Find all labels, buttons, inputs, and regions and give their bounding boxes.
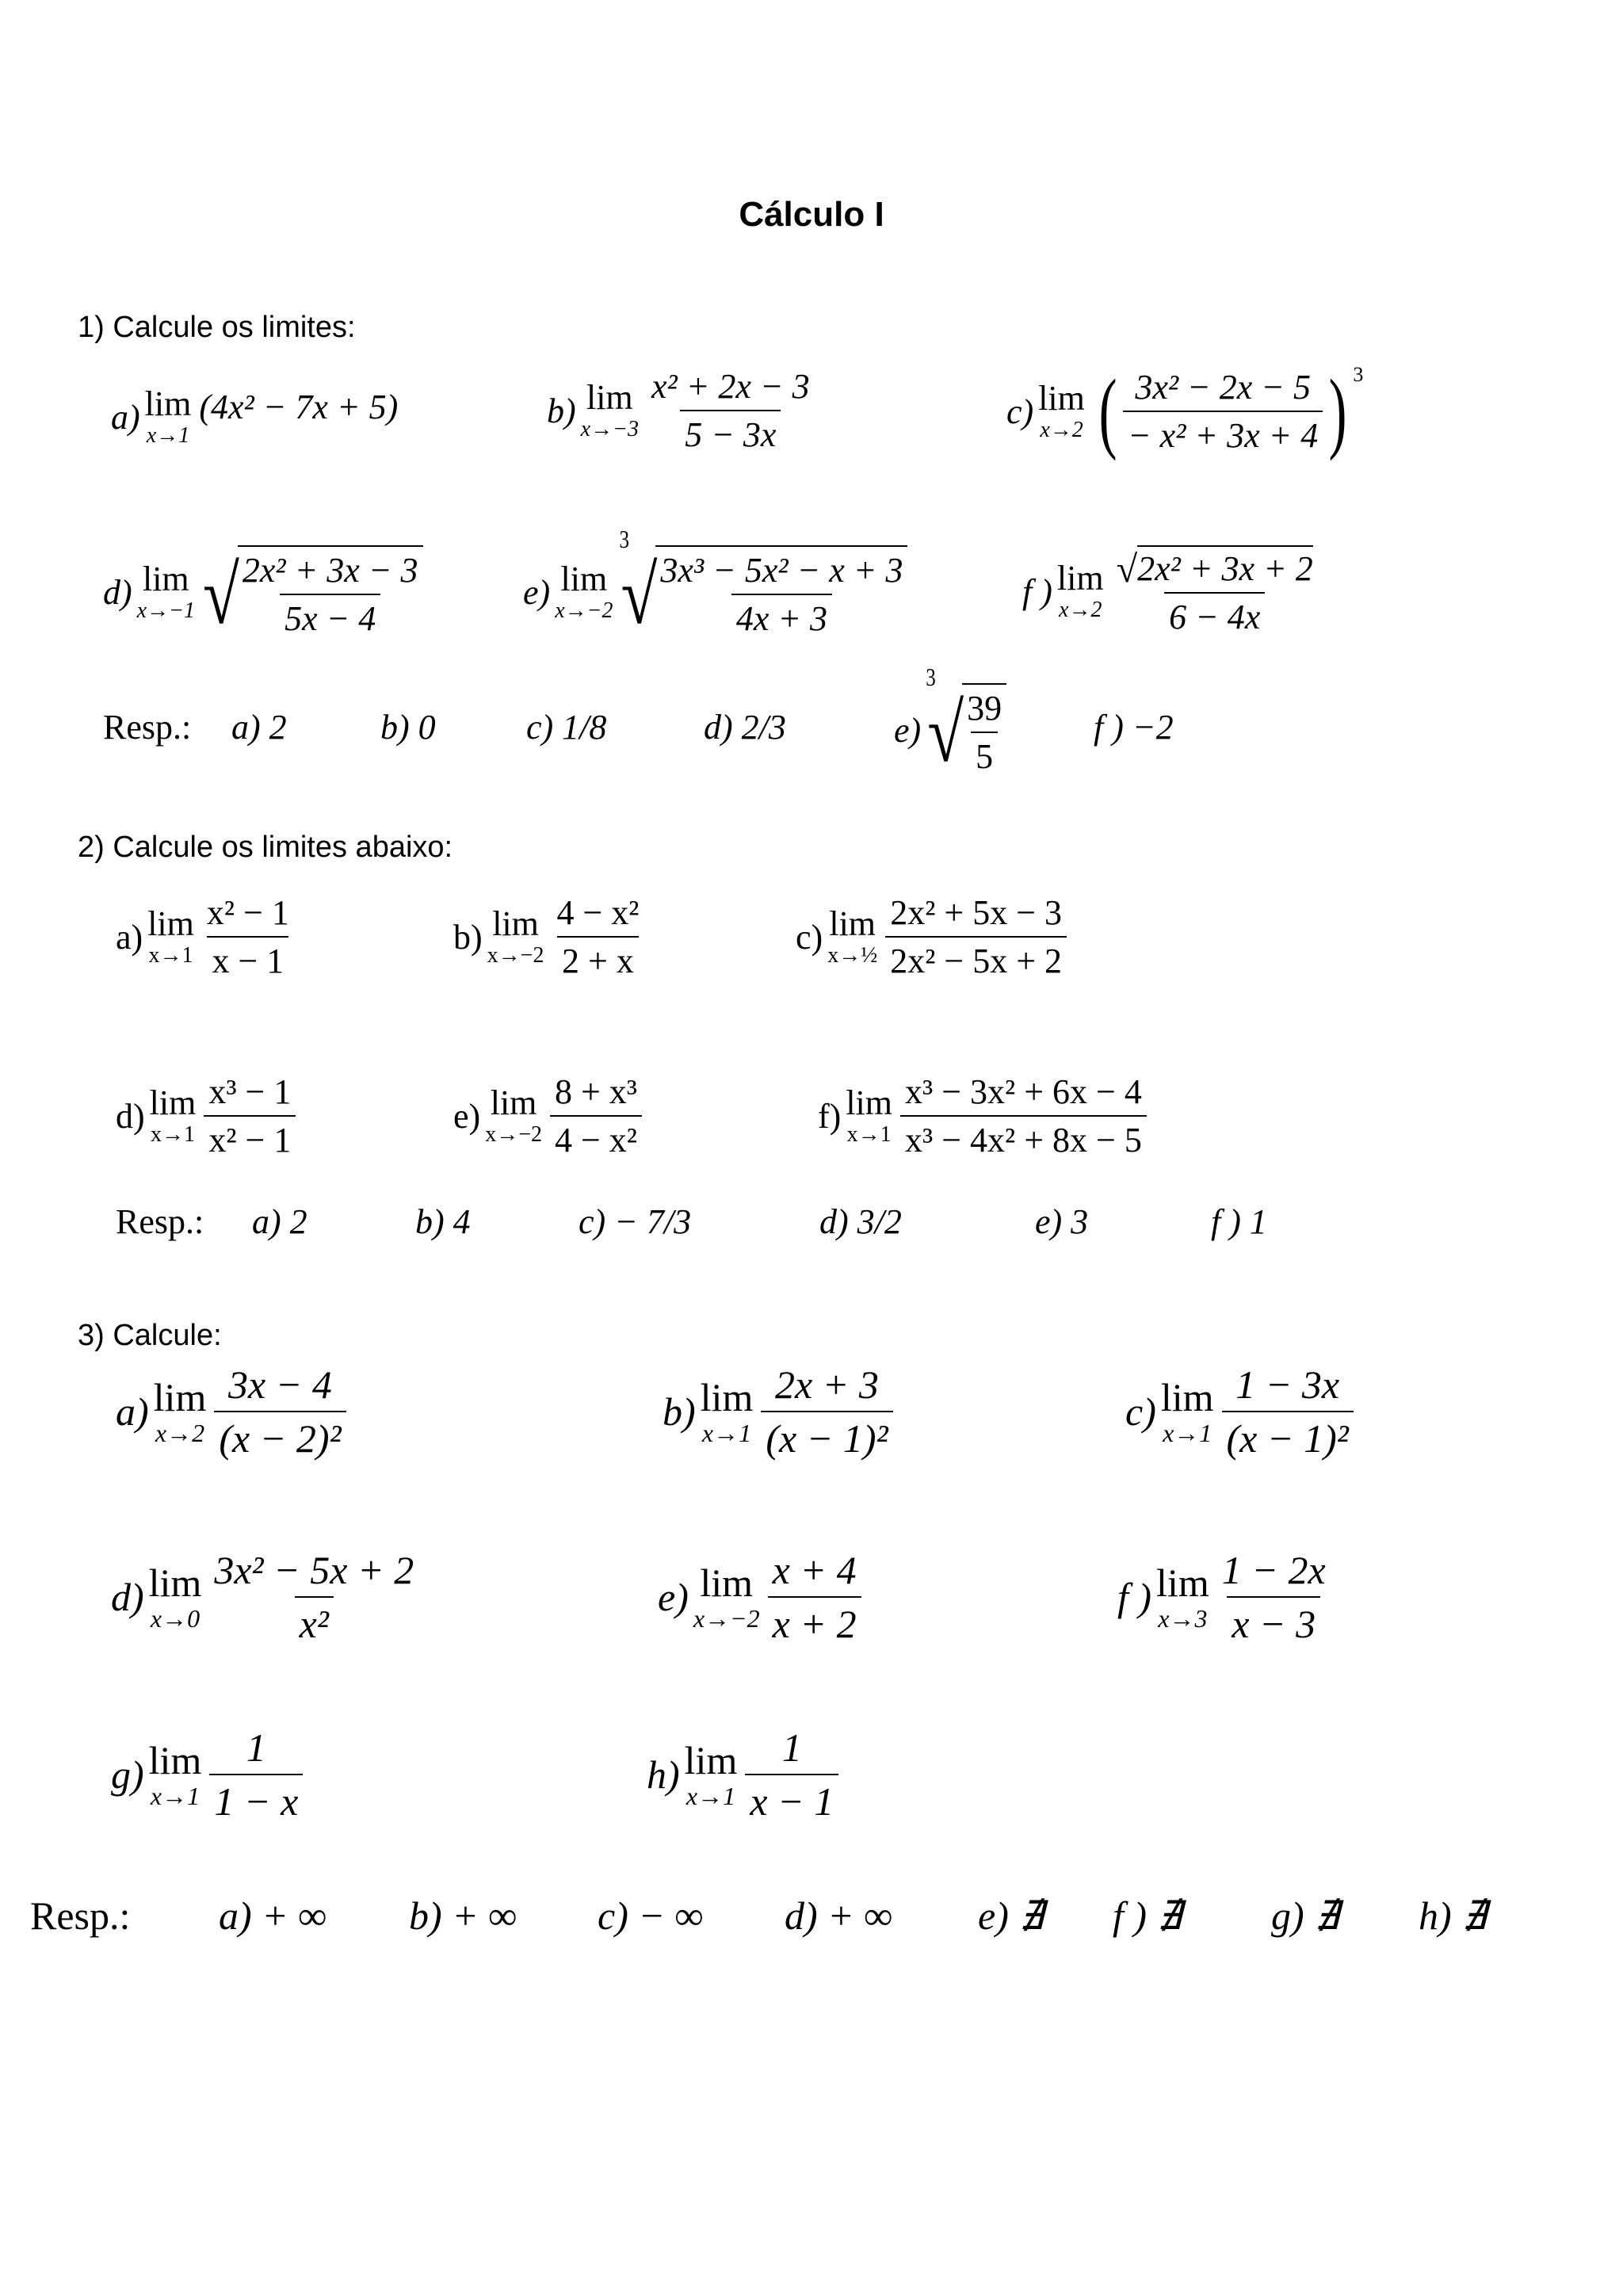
limit-operator bbox=[701, 1377, 754, 1446]
limit-subscript: x→1 bbox=[701, 1419, 752, 1447]
numerator: 1 bbox=[781, 1725, 802, 1770]
problem-2e bbox=[453, 1072, 642, 1160]
page-title: Cálculo I bbox=[739, 195, 884, 234]
problem-1a bbox=[111, 384, 399, 448]
problem-2b bbox=[453, 892, 643, 981]
denominator: x − 3 bbox=[1227, 1596, 1320, 1647]
limit-subscript: x→−1 bbox=[136, 598, 195, 623]
problem-3b bbox=[663, 1362, 893, 1461]
answer-3h: h) ∄ bbox=[1419, 1893, 1487, 1938]
fraction bbox=[209, 1547, 418, 1647]
denominator: x² − 1 bbox=[204, 1115, 296, 1160]
problem-3c bbox=[1125, 1362, 1354, 1461]
answer-1b: b) 0 bbox=[380, 708, 436, 747]
section-1-heading: 1) Calcule os limites: bbox=[78, 311, 356, 344]
limit-subscript: x→1 bbox=[146, 423, 190, 448]
problem-2c bbox=[796, 892, 1067, 981]
problem-2a bbox=[116, 892, 294, 981]
answers-label: Resp.: bbox=[30, 1893, 131, 1938]
problem-3g bbox=[111, 1725, 303, 1824]
numerator: 3x³ − 5x² − x + 3 bbox=[660, 551, 903, 590]
denominator: (x − 2)² bbox=[214, 1411, 346, 1461]
answer-2f: f ) 1 bbox=[1211, 1202, 1267, 1241]
answer-3e: e) ∄ bbox=[978, 1893, 1044, 1938]
lim-text: lim bbox=[846, 1083, 892, 1122]
denominator: 5 bbox=[971, 732, 998, 777]
limit-operator bbox=[693, 1563, 760, 1631]
limit-operator bbox=[685, 1740, 738, 1809]
denominator: (x − 1)² bbox=[1222, 1411, 1354, 1461]
problem-label: f ) bbox=[1117, 1575, 1152, 1619]
limit-subscript: x→−2 bbox=[485, 1122, 542, 1147]
fraction bbox=[647, 366, 815, 455]
answers-label: Resp.: bbox=[116, 1202, 204, 1241]
fraction bbox=[885, 892, 1067, 981]
problem-label: c) bbox=[1006, 392, 1034, 431]
section-2-heading: 2) Calcule os limites abaixo: bbox=[78, 831, 453, 864]
limit-subscript: x→½ bbox=[827, 943, 878, 968]
problem-1c bbox=[1006, 361, 1364, 461]
limit-operator bbox=[149, 1563, 202, 1631]
fraction bbox=[900, 1072, 1147, 1160]
denominator: 2 + x bbox=[557, 936, 639, 981]
problem-label: f ) bbox=[1022, 571, 1052, 611]
limit-operator bbox=[154, 1377, 207, 1446]
answer-3f: f ) ∄ bbox=[1113, 1893, 1182, 1938]
numerator: 2x + 3 bbox=[774, 1362, 879, 1407]
limit-operator bbox=[581, 380, 639, 441]
limit-operator bbox=[555, 562, 613, 622]
numerator: x³ − 3x² + 6x − 4 bbox=[905, 1072, 1142, 1111]
problem-label: a) bbox=[116, 1389, 149, 1434]
limit-operator bbox=[1156, 1563, 1209, 1631]
denominator: x + 2 bbox=[768, 1596, 861, 1647]
square-root bbox=[202, 545, 423, 643]
answer-1d: d) 2/3 bbox=[704, 708, 786, 747]
limit-subscript: x→2 bbox=[155, 1419, 205, 1447]
denominator: 6 − 4x bbox=[1164, 592, 1265, 637]
limit-operator bbox=[846, 1083, 892, 1147]
fraction bbox=[1123, 367, 1323, 456]
problem-label: e) bbox=[658, 1575, 689, 1619]
answers-1 bbox=[103, 707, 191, 747]
answer-2a: a) 2 bbox=[252, 1202, 307, 1241]
answer-3g: g) ∄ bbox=[1271, 1893, 1339, 1938]
limit-subscript: x→1 bbox=[846, 1122, 892, 1147]
problem-label: b) bbox=[547, 391, 576, 430]
lim-text: lim bbox=[147, 904, 194, 943]
limit-subscript: x→1 bbox=[150, 1782, 200, 1810]
cube-root bbox=[619, 526, 908, 643]
denominator: x − 1 bbox=[745, 1774, 838, 1824]
lim-text: lim bbox=[144, 384, 192, 423]
numerator: 2x² + 3x + 2 bbox=[1137, 545, 1313, 589]
radical-sign: √ bbox=[1116, 548, 1138, 590]
problem-label: g) bbox=[111, 1752, 144, 1797]
fraction bbox=[214, 1362, 346, 1461]
answer-1c: c) 1/8 bbox=[526, 708, 607, 747]
answer-1f: f ) −2 bbox=[1094, 708, 1174, 747]
problem-1e bbox=[523, 526, 907, 643]
numerator: 2x² + 5x − 3 bbox=[890, 893, 1063, 932]
exponent: 3 bbox=[1353, 363, 1364, 386]
limit-subscript: x→−2 bbox=[487, 943, 544, 968]
limit-operator bbox=[149, 1083, 197, 1147]
limit-subscript: x→−3 bbox=[580, 417, 639, 441]
limit-subscript: x→−2 bbox=[555, 598, 613, 623]
lim-text: lim bbox=[148, 1738, 202, 1782]
lim-text: lim bbox=[492, 904, 539, 943]
cube-root bbox=[926, 664, 1006, 781]
lim-text: lim bbox=[1160, 1375, 1214, 1419]
answer-2c: c) − 7/3 bbox=[579, 1202, 692, 1241]
denominator: 2x² − 5x + 2 bbox=[885, 936, 1067, 981]
fraction bbox=[745, 1725, 838, 1824]
denominator: 4 − x² bbox=[550, 1115, 642, 1160]
limit-operator bbox=[1057, 561, 1104, 621]
problem-2d bbox=[116, 1072, 296, 1160]
numerator: 1 − 3x bbox=[1235, 1362, 1340, 1407]
answer-1e bbox=[894, 664, 1006, 781]
numerator: x³ − 1 bbox=[208, 1072, 292, 1111]
radical-sign: √ bbox=[202, 551, 239, 643]
limit-subscript: x→2 bbox=[1040, 418, 1083, 443]
problem-label: h) bbox=[647, 1752, 680, 1797]
fraction bbox=[552, 892, 643, 981]
fraction bbox=[204, 1072, 296, 1160]
answer-3c: c) − ∞ bbox=[598, 1893, 704, 1938]
problem-3f bbox=[1117, 1547, 1331, 1647]
problem-3e bbox=[658, 1547, 861, 1647]
answer-3a: a) + ∞ bbox=[219, 1893, 327, 1938]
problem-label: a) bbox=[116, 917, 143, 957]
problem-1f bbox=[1022, 545, 1318, 637]
problem-label: e) bbox=[523, 572, 551, 612]
numerator: 4 − x² bbox=[556, 893, 640, 932]
lim-text: lim bbox=[148, 1561, 202, 1605]
limit-subscript: x→1 bbox=[151, 1122, 195, 1147]
fraction bbox=[761, 1362, 892, 1461]
numerator: x² + 2x − 3 bbox=[651, 367, 810, 406]
numerator: x + 4 bbox=[772, 1548, 857, 1592]
answer-label: e) bbox=[894, 710, 922, 750]
answer-2b: b) 4 bbox=[415, 1202, 471, 1241]
limit-operator bbox=[487, 904, 544, 968]
denominator: x − 1 bbox=[207, 936, 288, 981]
problem-label: a) bbox=[111, 397, 140, 437]
answer-2e: e) 3 bbox=[1035, 1202, 1089, 1241]
answer-3b: b) + ∞ bbox=[409, 1893, 517, 1938]
numerator: 3x² − 2x − 5 bbox=[1135, 368, 1311, 407]
limit-subscript: x→3 bbox=[1158, 1604, 1208, 1633]
left-paren: ( bbox=[1098, 361, 1117, 461]
problem-1d bbox=[103, 545, 423, 643]
problem-label: f) bbox=[818, 1096, 842, 1136]
numerator: 1 bbox=[246, 1725, 266, 1770]
fraction bbox=[1217, 1547, 1331, 1647]
radical-sign: 3 √ bbox=[619, 526, 658, 643]
problem-3a bbox=[116, 1362, 346, 1461]
lim-text: lim bbox=[684, 1738, 738, 1782]
limit-subscript: x→1 bbox=[1163, 1419, 1212, 1447]
answer-2d: d) 3/2 bbox=[819, 1202, 902, 1241]
denominator: 4x + 3 bbox=[731, 594, 832, 639]
numerator: 2x² + 3x − 3 bbox=[242, 551, 418, 590]
denominator: 5x − 4 bbox=[280, 594, 380, 639]
limit-operator bbox=[1038, 381, 1085, 441]
limit-operator bbox=[149, 1740, 202, 1809]
radical-sign: 3 √ bbox=[926, 664, 964, 781]
fraction bbox=[1222, 1362, 1354, 1461]
fraction bbox=[238, 550, 423, 639]
lim-text: lim bbox=[700, 1561, 754, 1605]
root-index: 3 bbox=[619, 526, 630, 554]
denominator: 1 − x bbox=[209, 1774, 303, 1824]
limit-operator bbox=[144, 384, 192, 448]
problem-2f bbox=[818, 1072, 1147, 1160]
answer-3d: d) + ∞ bbox=[785, 1893, 893, 1938]
lim-text: lim bbox=[1038, 379, 1085, 418]
problem-3d bbox=[111, 1547, 418, 1647]
problem-3h bbox=[647, 1725, 838, 1824]
lim-text: lim bbox=[700, 1375, 754, 1419]
limit-operator bbox=[485, 1083, 542, 1147]
limit-subscript: x→1 bbox=[148, 943, 193, 968]
limit-operator bbox=[147, 904, 194, 968]
problem-label: b) bbox=[663, 1389, 696, 1434]
denominator: (x − 1)² bbox=[761, 1411, 892, 1461]
lim-text: lim bbox=[1156, 1561, 1209, 1605]
fraction bbox=[768, 1547, 861, 1647]
numerator: 3x² − 5x + 2 bbox=[214, 1548, 414, 1592]
fraction bbox=[550, 1072, 642, 1160]
numerator: x² − 1 bbox=[206, 893, 289, 932]
limit-subscript: x→2 bbox=[1059, 598, 1102, 622]
problem-1b bbox=[547, 366, 815, 455]
denominator: x³ − 4x² + 8x − 5 bbox=[900, 1115, 1147, 1160]
problem-label: d) bbox=[103, 572, 132, 612]
root-index: 3 bbox=[926, 664, 936, 692]
answers-label: Resp.: bbox=[103, 708, 192, 747]
numerator: 3x − 4 bbox=[227, 1362, 332, 1407]
lim-text: lim bbox=[149, 1083, 197, 1122]
problem-label: d) bbox=[116, 1096, 145, 1136]
section-3-heading: 3) Calcule: bbox=[78, 1319, 222, 1352]
lim-text: lim bbox=[560, 560, 608, 598]
limit-operator bbox=[1161, 1377, 1214, 1446]
limit-subscript: x→0 bbox=[150, 1604, 200, 1633]
numerator: 1 − 2x bbox=[1221, 1548, 1326, 1592]
answer-1a: a) 2 bbox=[231, 708, 287, 747]
expression: (4x² − 7x + 5) bbox=[199, 388, 399, 426]
numerator: 8 + x³ bbox=[554, 1072, 637, 1111]
lim-text: lim bbox=[1056, 559, 1104, 598]
problem-label: b) bbox=[453, 917, 483, 957]
limit-operator bbox=[137, 562, 195, 622]
problem-label: c) bbox=[1125, 1389, 1156, 1434]
lim-text: lim bbox=[586, 378, 633, 417]
fraction bbox=[962, 688, 1006, 777]
denominator: − x² + 3x + 4 bbox=[1123, 411, 1323, 456]
lim-text: lim bbox=[829, 904, 876, 943]
fraction bbox=[209, 1725, 303, 1824]
denominator: 5 − 3x bbox=[680, 410, 781, 455]
fraction bbox=[655, 550, 907, 639]
lim-text: lim bbox=[153, 1375, 207, 1419]
problem-label: e) bbox=[453, 1096, 481, 1136]
lim-text: lim bbox=[142, 560, 189, 598]
denominator: x² bbox=[295, 1596, 334, 1647]
numerator: 39 bbox=[967, 689, 1002, 728]
problem-label: d) bbox=[111, 1575, 144, 1619]
lim-text: lim bbox=[490, 1083, 537, 1122]
problem-label: c) bbox=[796, 917, 823, 957]
limit-subscript: x→1 bbox=[685, 1782, 736, 1810]
limit-operator bbox=[827, 904, 878, 968]
fraction bbox=[1112, 545, 1318, 637]
limit-subscript: x→−2 bbox=[693, 1604, 760, 1633]
fraction bbox=[202, 892, 294, 981]
right-paren: ) bbox=[1328, 361, 1347, 461]
